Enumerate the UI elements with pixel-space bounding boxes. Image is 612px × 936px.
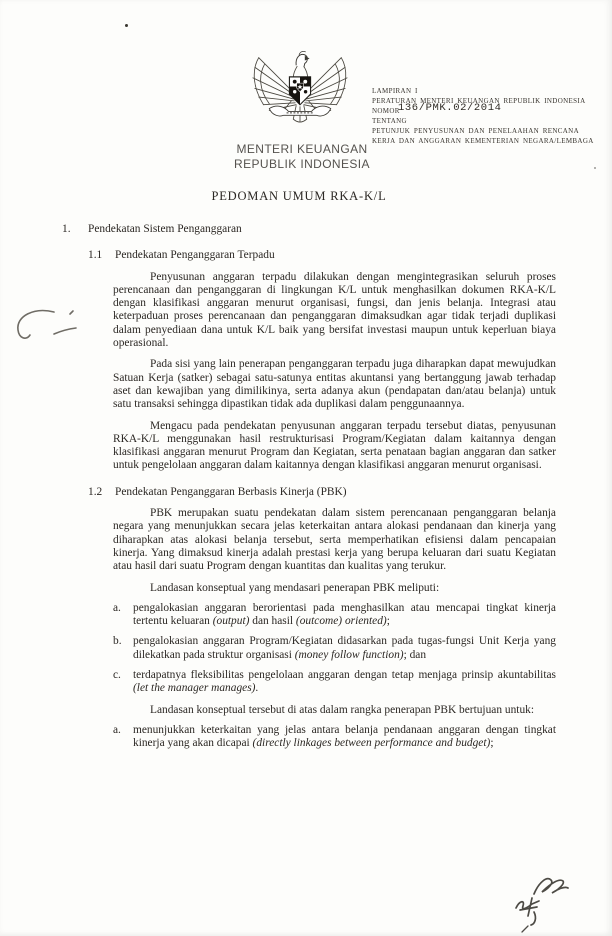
list-item-text: pengalokasian anggaran Program/Kegiatan didasarkan pada tugas-fungsi Unit Kerja yang dilekatkan pada struktur organisasi (money follow function); dan: [133, 635, 556, 661]
ministry-line1: MENTERI KEUANGAN: [236, 142, 368, 156]
list-item-marker: c.: [113, 669, 121, 682]
page-title: PEDOMAN UMUM RKA-K/L: [211, 189, 387, 203]
subsection-heading-text: Pendekatan Penganggaran Berbasis Kinerja (PBK): [115, 485, 347, 498]
ministry-name: [210, 142, 394, 173]
lampiran-label: LAMPIRAN I: [372, 87, 418, 95]
list-item: [113, 724, 556, 751]
nomor-label: NOMOR: [372, 107, 400, 115]
scan-speck: [125, 24, 128, 27]
tentang-line2: KERJA DAN ANGGARAN KEMENTERIAN NEGARA/LEMBAGA: [372, 137, 594, 145]
list-item-text: pengalokasian anggaran berorientasi pada menghasilkan atau mencapai tingkat kinerja tertentu keluaran (output) dan hasil (outcome) oriented);: [133, 601, 556, 628]
subsection-number: 1.1: [88, 249, 103, 262]
subsection-heading-text: Pendekatan Penganggaran Terpadu: [115, 249, 275, 262]
tentang-line1: PETUNJUK PENYUSUNAN DAN PENELAAHAN RENCANA: [372, 127, 579, 135]
peraturan-line: PERATURAN MENTERI KEUANGAN REPUBLIK INDONESIA: [372, 97, 586, 105]
paragraph: PBK merupakan suatu pendekatan dalam sistem perencanaan penganggaran belanja negara yang menunjukkan secara jelas keterkaitan antara alokasi pendanaan dan kinerja yang diharapkan atas alokasi belanja tersebut, serta memperhatikan efisiensi dalam pencapaian kinerja. Yang dimaksud kinerja adalah prestasi kerja yang berupa keluaran dari suatu Kegiatan atau hasil dari suatu Program dengan kuantitas dan kualitas yang terukur.: [113, 507, 556, 573]
paragraph: Landasan konseptual tersebut di atas dalam rangka penerapan PBK bertujuan untuk:: [150, 703, 535, 716]
regulation-reference-block: [372, 86, 600, 146]
list-item-text: terdapatnya fleksibilitas pengelolaan anggaran dengan tetap menjaga prinsip akuntabilitas (let the manager manages).: [133, 669, 556, 695]
list-item: [113, 669, 556, 696]
section-heading-text: Pendekatan Sistem Penganggaran: [88, 223, 242, 235]
subsection-number: 1.2: [88, 485, 103, 498]
list-item-marker: a.: [113, 723, 121, 736]
handwritten-margin-mark: [6, 300, 86, 356]
paragraph: Pada sisi yang lain penerapan penganggaran terpadu juga diharapkan dapat mewujudkan Satuan Kerja (satker) sebagai satu-satunya entitas akuntansi yang bertanggung jawab terhadap aset dan kewajiban yang dimilikinya, serta adanya akun (pendapatan dan/atau belanja) untuk satu transaksi sehingga dipastikan tidak ada duplikasi dalam penggunaannya.: [113, 358, 556, 411]
list-item-marker: b.: [113, 635, 122, 648]
subsection-1-2-heading: [88, 486, 556, 499]
list-item-text: menunjukkan keterkaitan yang jelas antara belanja pendanaan anggaran dengan tingkat kinerja yang akan dicapai (directly linkages between performance and budget);: [133, 723, 556, 750]
section-number: 1.: [62, 223, 71, 235]
paragraph: Mengacu pada pendekatan penyusunan anggaran terpadu tersebut diatas, penyusunan RKA-K/L menggunakan hasil restrukturisasi Program/Kegiatan dalam kaitannya dengan klasifikasi anggaran menurut Program dan Kegiatan, serta penataan bagian anggaran dan satker untuk pengelolaan anggaran dalam kaitannya dengan klasifikasi anggaran menurut organisasi.: [113, 419, 556, 472]
section-1-heading: [62, 223, 556, 236]
tentang-label: TENTANG: [372, 117, 407, 125]
handwritten-initials-paraf: [506, 868, 582, 934]
list-item: [113, 635, 556, 662]
nomor-value: 136/PMK.02/2014: [398, 102, 502, 114]
paragraph: Penyusunan anggaran terpadu dilakukan dengan mengintegrasikan seluruh proses perencanaan dan penganggaran di lingkungan K/L untuk menghasilkan dokumen RKA-K/L dengan klasifikasi anggaran menurut organisasi, fungsi, dan jenis belanja. Integrasi atau keterpaduan proses perencanaan dan penganggaran dimaksudkan agar tidak terjadi duplikasi dalam penyediaan dana untuk K/L baik yang bersifat investasi maupun untuk keperluan biaya operasional.: [113, 270, 556, 350]
paragraph: Landasan konseptual yang mendasari penerapan PBK meliputi:: [150, 581, 440, 594]
garuda-pancasila-emblem-icon: [252, 48, 348, 148]
scan-speck: [594, 167, 596, 169]
subsection-1-1-heading: [88, 249, 556, 262]
nomor-line: [372, 102, 600, 116]
ministry-line2: REPUBLIK INDONESIA: [234, 157, 370, 172]
list-item-marker: a.: [113, 601, 121, 614]
list-item: [113, 602, 556, 629]
document-body: [62, 223, 556, 751]
